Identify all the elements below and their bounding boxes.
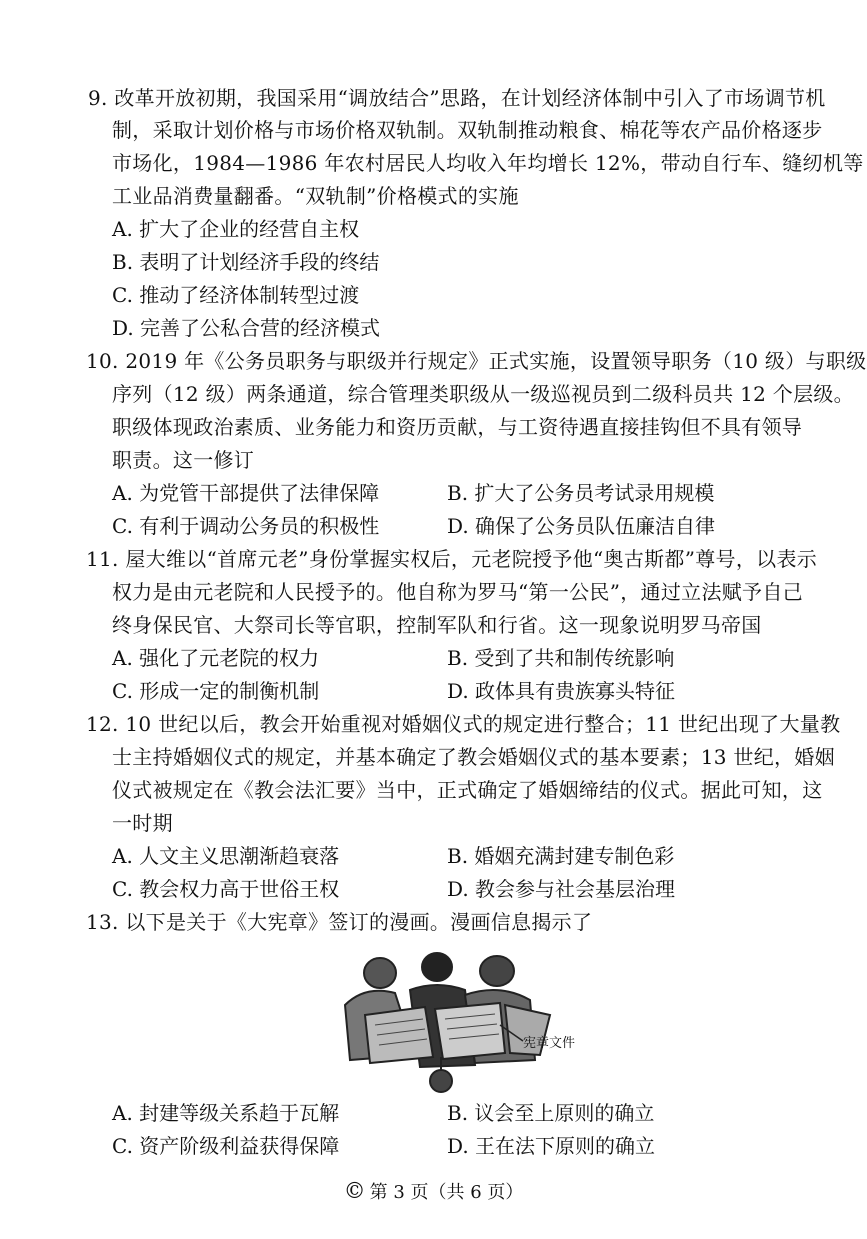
question-10-stem-line: 10. 2019 年《公务员职务与职级并行规定》正式实施，设置领导职务（10 级）与职级 bbox=[86, 349, 867, 373]
question-9-option-c[interactable]: C. 推动了经济体制转型过渡 bbox=[112, 283, 360, 307]
page-number: 第 3 页（共 6 页） bbox=[369, 1182, 524, 1203]
question-13-option-c[interactable]: C. 资产阶级利益获得保障 bbox=[112, 1134, 340, 1158]
question-12-option-d[interactable]: D. 教会参与社会基层治理 bbox=[447, 877, 676, 901]
question-12-stem-line: 仪式被规定在《教会法汇要》当中，正式确定了婚姻缔结的仪式。据此可知，这 bbox=[112, 778, 823, 802]
question-12-stem-line: 一时期 bbox=[112, 811, 173, 835]
question-10-option-d[interactable]: D. 确保了公务员队伍廉洁自律 bbox=[447, 514, 716, 538]
cartoon-label: 宪章文件 bbox=[523, 1036, 576, 1051]
question-12-option-c[interactable]: C. 教会权力高于世俗王权 bbox=[112, 877, 340, 901]
question-13-option-d[interactable]: D. 王在法下原则的确立 bbox=[447, 1134, 656, 1158]
question-9-stem-line: 市场化，1984—1986 年农村居民人均收入年均增长 12%，带动自行车、缝纫机等 bbox=[112, 151, 864, 175]
question-11-stem-line: 11. 屋大维以“首席元老”身份掌握实权后，元老院授予他“奥古斯都”尊号，以表示 bbox=[86, 547, 818, 571]
question-12-stem-line: 12. 10 世纪以后，教会开始重视对婚姻仪式的规定进行整合；11 世纪出现了大量教 bbox=[86, 712, 841, 736]
question-13-option-a[interactable]: A. 封建等级关系趋于瓦解 bbox=[112, 1101, 340, 1125]
question-9-stem-line: 工业品消费量翻番。“双轨制”价格模式的实施 bbox=[112, 184, 519, 208]
question-9-stem-line: 制，采取计划价格与市场价格双轨制。双轨制推动粮食、棉花等农产品价格逐步 bbox=[112, 118, 823, 142]
question-10-option-c[interactable]: C. 有利于调动公务员的积极性 bbox=[112, 514, 380, 538]
question-13-option-b[interactable]: B. 议会至上原则的确立 bbox=[447, 1101, 655, 1125]
question-10-option-a[interactable]: A. 为党管干部提供了法律保障 bbox=[112, 481, 380, 505]
question-9-option-a[interactable]: A. 扩大了企业的经营自主权 bbox=[112, 217, 360, 241]
question-10-option-b[interactable]: B. 扩大了公务员考试录用规模 bbox=[447, 481, 715, 505]
question-12-option-a[interactable]: A. 人文主义思潮渐趋衰落 bbox=[112, 844, 340, 868]
question-12-option-b[interactable]: B. 婚姻充满封建专制色彩 bbox=[447, 844, 675, 868]
question-10-stem-line: 序列（12 级）两条通道，综合管理类职级从一级巡视员到二级科员共 12 个层级。 bbox=[112, 382, 854, 406]
question-10-stem-line: 职级体现政治素质、业务能力和资历贡献，与工资待遇直接挂钩但不具有领导 bbox=[112, 415, 803, 439]
question-11-stem-line: 权力是由元老院和人民授予的。他自称为罗马“第一公民”，通过立法赋予自己 bbox=[112, 580, 803, 604]
question-13-stem-line: 13. 以下是关于《大宪章》签订的漫画。漫画信息揭示了 bbox=[86, 910, 593, 934]
question-9-stem-line: 9. 改革开放初期，我国采用“调放结合”思路，在计划经济体制中引入了市场调节机 bbox=[88, 86, 826, 110]
question-12-stem-line: 士主持婚姻仪式的规定，并基本确定了教会婚姻仪式的基本要素；13 世纪，婚姻 bbox=[112, 745, 835, 769]
page-footer bbox=[0, 1178, 867, 1207]
question-11-option-b[interactable]: B. 受到了共和制传统影响 bbox=[447, 646, 675, 670]
question-11-option-d[interactable]: D. 政体具有贵族寡头特征 bbox=[447, 679, 676, 703]
question-10-stem-line: 职责。这一修订 bbox=[112, 448, 255, 472]
question-9-option-b[interactable]: B. 表明了计划经济手段的终结 bbox=[112, 250, 380, 274]
question-11-option-a[interactable]: A. 强化了元老院的权力 bbox=[112, 646, 320, 670]
question-11-option-c[interactable]: C. 形成一定的制衡机制 bbox=[112, 679, 320, 703]
question-9-option-d[interactable]: D. 完善了公私合营的经济模式 bbox=[112, 316, 381, 340]
copyright-icon: © bbox=[343, 1179, 366, 1204]
magna-carta-cartoon bbox=[325, 945, 576, 1095]
question-11-stem-line: 终身保民官、大祭司长等官职，控制军队和行省。这一现象说明罗马帝国 bbox=[112, 613, 762, 637]
